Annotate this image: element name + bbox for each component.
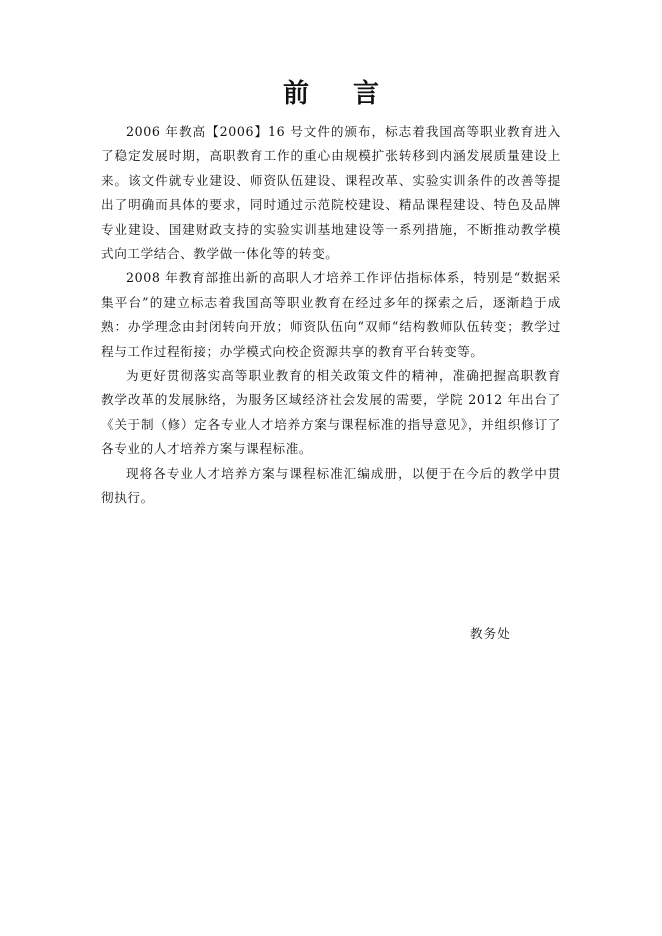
paragraph-1: 2006 年教高【2006】16 号文件的颁布，标志着我国高等职业教育进入了稳定发展时期，高职教育工作的重心由规模扩张转移到内涵发展质量建设上来。该文件就专业建设、师资队伍建设、课程改革、实验实训条件的改善等提出了明确而具体的要求，同时通过示范院校建设、精品课程建设、特色及品牌专业建设、国建财政支持的实验实训基地建设等一系列措施，不断推动教学模式向工学结合、教学做一体化等的转变。 [101,124,561,262]
paragraph-3: 为更好贯彻落实高等职业教育的相关政策文件的精神，准确把握高职教育教学改革的发展脉络，为服务区域经济社会发展的需要，学院 2012 年出台了《关于制（修）定各专业人才培养方案与课程标准的指导意见》，并组织修订了各专业的人才培养方案与课程标准。 [101,368,561,457]
paragraph-4: 现将各专业人才培养方案与课程标准汇编成册，以便于在今后的教学中贯彻执行。 [101,465,561,506]
paragraph-2: 2008 年教育部推出新的高职人才培养工作评估指标体系，特别是“数据采集平台”的建立标志着我国高等职业教育在经过多年的探索之后，逐渐趋于成熟：办学理念由封闭转向开放；师资队伍向“双师“结构教师队伍转变；教学过程与工作过程衔接；办学模式向校企资源共享的教育平台转变等。 [101,270,561,359]
document-body [101,120,561,511]
page-title: 前言 [282,79,423,109]
signature: 教务处 [470,626,511,641]
